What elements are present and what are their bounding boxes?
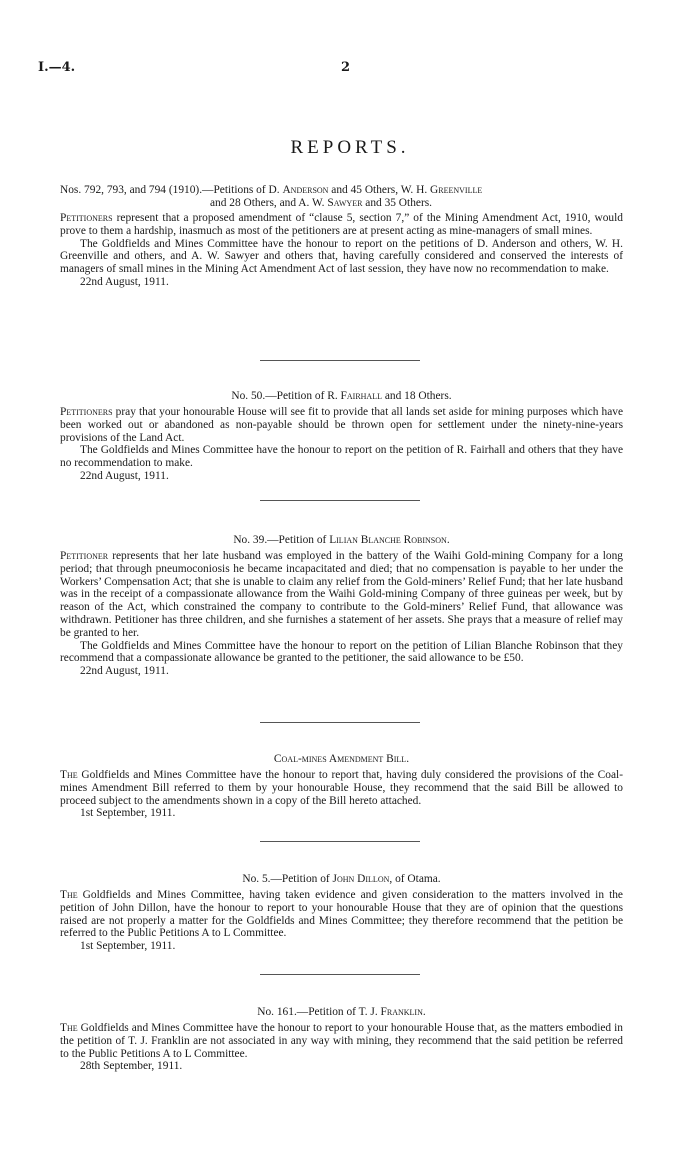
lead-word: Petitioners [60, 212, 113, 224]
committee-report: The Goldfields and Mines Committee have the honour to report on the petition of Lilian Blanche Robinson that they recommend that a compassionate allowance be granted to the petitioner, the said allowance to be £50. [60, 639, 623, 665]
section-divider [260, 722, 420, 723]
heading-text: No. 39.—Petition of [233, 534, 330, 546]
heading-text: and 28 Others, and A. W. [210, 197, 328, 209]
paragraph-text: Goldfields and Mines Committee have the honour to report to your honourable House that, as the matters embodied in the petition of T. J. Franklin are not associated in any way with mining, they recommend that the said petition be referred to the Public Petitions A to L Committee. [60, 1022, 623, 1060]
page-title: REPORTS. [290, 137, 410, 158]
lead-word: The [60, 1022, 78, 1034]
lead-word: Petitioner [60, 550, 109, 562]
lead-word: The [60, 769, 78, 781]
paragraph-text: represents that her late husband was employed in the battery of the Waihi Gold-mining Company for a long period; that through pneumoconiosis he became incapacitated and died; that no compensation is payable to her under the Workers’ Compensation Act; that she is unable to claim any relief from the Gold-miners’ Relief Fund; that her late husband was in the receipt of a compassionate allowance from the Waihi Gold-mining Company of three guineas per week, but by reason of the Act, which constrained the company to contribute to the Gold-miners’ Relief Fund, that allowance was withdrawn. Petitioner has three children, and she furnishes a statement of her assets. She prays that a measure of relief may be granted to her. [60, 550, 623, 639]
report-heading [60, 534, 623, 547]
heading-text: and 18 Others. [382, 390, 452, 402]
section-divider [260, 360, 420, 361]
petition-summary [60, 550, 623, 640]
page-identifier: I.—4. [38, 60, 76, 75]
report-date: 22nd August, 1911. [80, 665, 169, 678]
paragraph-text: Goldfields and Mines Committee, having taken evidence and given consideration to the matters involved in the petition of John Dillon, have the honour to report to your honourable House that they are of opinion that the questions raised are not properly a matter for the Goldfields and Mines Committee; they therefore recommend that the petition be referred to the Public Petitions A to L Committee. [60, 889, 623, 940]
paragraph-text: pray that your honourable House will see fit to provide that all lands set aside for mining purposes which have been worked out or abandoned as non-payable should be thrown open for settlement under the ninety-nine-years provisions of the Land Act. [60, 406, 623, 444]
petitioner-name: Lilian Blanche Robinson [329, 534, 447, 546]
report-heading [60, 390, 623, 403]
heading-text: No. 161.—Petition of T. J. [257, 1006, 381, 1018]
committee-report: The Goldfields and Mines Committee have the honour to report on the petitions of D. Anderson and others, W. H. Greenville and others, and A. W. Sawyer and others that, having carefully considered and conserved the interests of managers of small mines in the Mining Act Amendment Act of last session, they have now no recommendation to make. [60, 237, 623, 276]
section-divider [260, 974, 420, 975]
paragraph-text: Goldfields and Mines Committee have the honour to report that, having duly considered the provisions of the Coal-mines Amendment Bill referred to them by your honourable House, they recommend that the said Bill be allowed to proceed subject to the amendments shown in a copy of the Bill hereto attached. [60, 769, 623, 807]
heading-text: and 45 Others, W. H. [328, 184, 431, 196]
report-date: 1st September, 1911. [80, 807, 176, 820]
report-date: 22nd August, 1911. [80, 275, 169, 288]
petitioner-name: John Dillon [332, 873, 390, 885]
heading-text: No. 5.—Petition of [242, 873, 333, 885]
report-heading [60, 753, 623, 766]
heading-text: . [406, 753, 410, 765]
lead-word: Petitioners [60, 406, 113, 418]
report-heading [60, 873, 623, 886]
heading-text: Nos. 792, 793, and 794 (1910).—Petitions of D. [60, 184, 283, 196]
petitioner-name: Anderson [282, 184, 329, 196]
report-coal-mines-bill [60, 753, 623, 820]
section-divider [260, 500, 420, 501]
heading-text: and 35 Others. [362, 197, 433, 209]
report-robinson [60, 534, 623, 678]
bill-name: Coal-mines Amendment Bill [273, 753, 407, 765]
report-heading [60, 184, 623, 210]
heading-text: . [446, 534, 450, 546]
report-date: 22nd August, 1911. [80, 469, 169, 482]
petitioner-name: Sawyer [327, 197, 363, 209]
petition-summary [60, 406, 623, 444]
paragraph-text: represent that a proposed amendment of “clause 5, section 7,” of the Mining Amendment Act, 1910, would prove to them a hardship, inasmuch as most of the petitioners are at present acting as mine-managers of small mines. [60, 212, 623, 237]
report-heading [60, 1006, 623, 1019]
heading-text: No. 50.—Petition of R. [231, 390, 341, 402]
report-anderson-greenville-sawyer [60, 184, 623, 289]
petitioner-name: Franklin [380, 1006, 423, 1018]
heading-text: . [422, 1006, 426, 1018]
committee-report [60, 889, 623, 940]
committee-report: The Goldfields and Mines Committee have the honour to report on the petition of R. Fairhall and others that they have no recommendation to make. [60, 444, 623, 470]
report-dillon [60, 873, 623, 953]
petition-summary [60, 212, 623, 238]
lead-word: The [60, 889, 78, 901]
page-number: 2 [341, 60, 351, 75]
committee-report [60, 1022, 623, 1060]
report-date: 1st September, 1911. [80, 940, 176, 953]
report-franklin [60, 1006, 623, 1073]
report-fairhall [60, 390, 623, 483]
heading-text: , of Otama. [389, 873, 441, 885]
petitioner-name: Greenville [430, 184, 483, 196]
petitioner-name: Fairhall [340, 390, 382, 402]
report-date: 28th September, 1911. [80, 1060, 183, 1073]
committee-report [60, 769, 623, 807]
section-divider [260, 841, 420, 842]
